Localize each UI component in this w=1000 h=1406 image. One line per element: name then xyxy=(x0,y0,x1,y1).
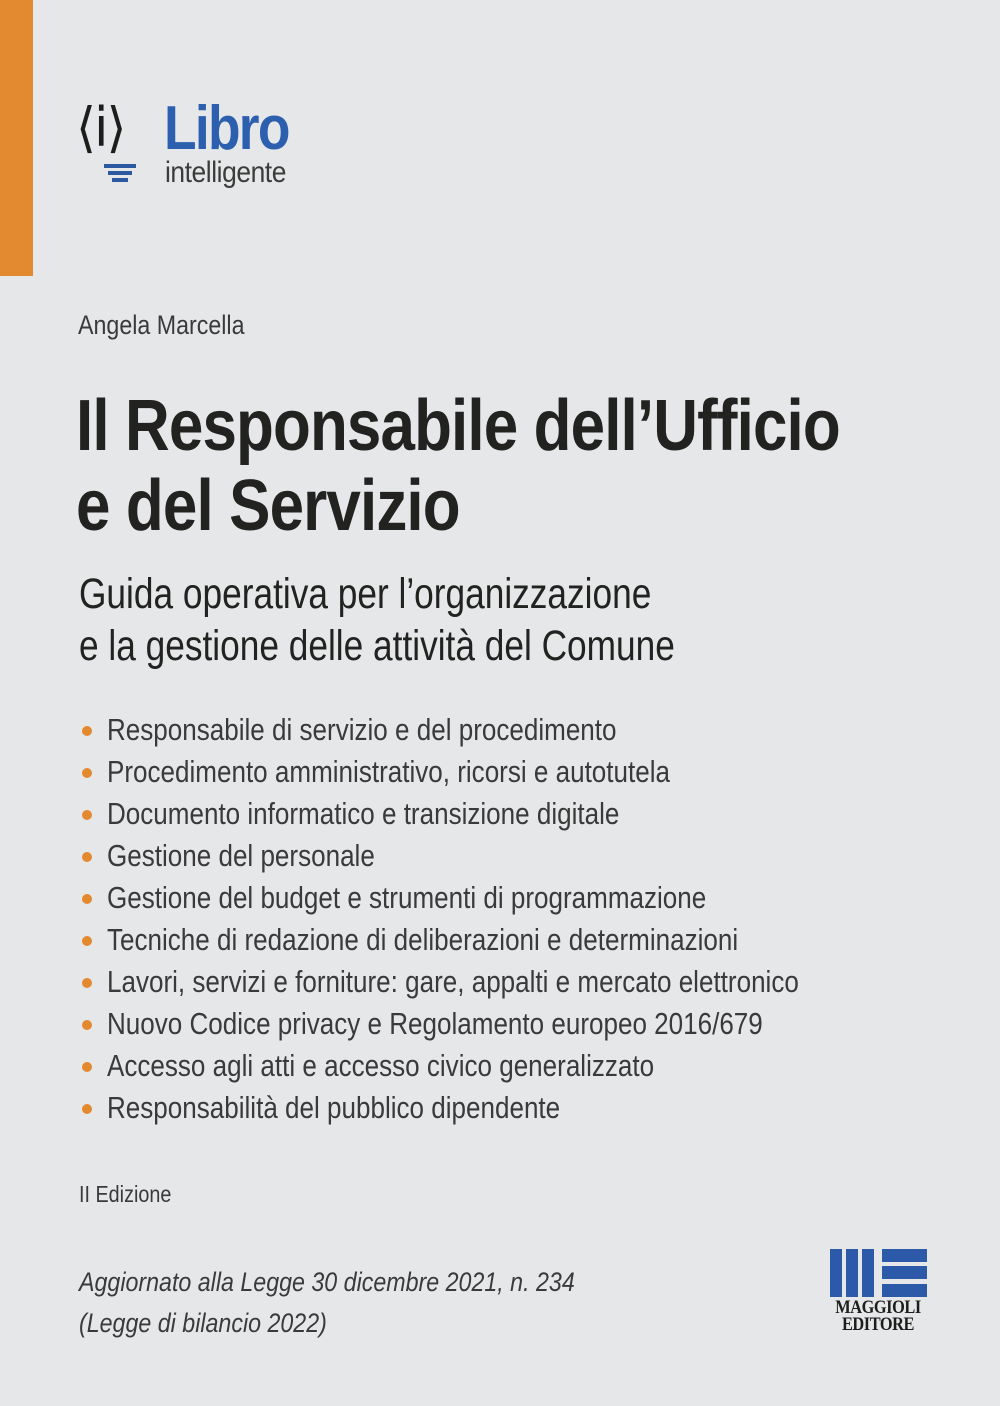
bullet-dot-icon xyxy=(82,810,92,820)
publisher-name: MAGGIOLI EDITORE xyxy=(835,1297,921,1335)
book-subtitle xyxy=(79,568,675,672)
ilibro-name: Libro xyxy=(164,94,289,163)
book-title-line-1: Il Responsabile dell’Ufficio xyxy=(76,386,840,466)
book-title-line-2: e del Servizio xyxy=(76,466,460,546)
bullet-dot-icon xyxy=(82,768,92,778)
lightbulb-lines-icon xyxy=(104,164,136,185)
edition-label: II Edizione xyxy=(79,1181,172,1207)
ilibro-logo xyxy=(76,94,316,198)
bullet-dot-icon xyxy=(82,936,92,946)
update-note-line-1: Aggiornato alla Legge 30 dicembre 2021, n. 234 xyxy=(79,1267,575,1297)
bullet-dot-icon xyxy=(82,1020,92,1030)
bullet-dot-icon xyxy=(82,1104,92,1114)
bullet-dot-icon xyxy=(82,1062,92,1072)
maggioli-mark-icon xyxy=(830,1249,927,1297)
update-note-line-2: (Legge di bilancio 2022) xyxy=(79,1308,327,1338)
book-title xyxy=(76,386,840,546)
bullet-dot-icon xyxy=(82,852,92,862)
ilibro-tagline: intelligente xyxy=(165,156,286,189)
orange-accent-bar xyxy=(0,0,33,276)
update-note xyxy=(79,1262,575,1344)
bullet-dot-icon xyxy=(82,726,92,736)
publisher-logo xyxy=(826,1249,930,1333)
ilibro-mark: ⟨i⟩ xyxy=(76,96,125,159)
book-subtitle-line-2: e la gestione delle attività del Comune xyxy=(79,622,675,670)
bullet-dot-icon xyxy=(82,894,92,904)
book-subtitle-line-1: Guida operativa per l’organizzazione xyxy=(79,570,652,618)
bullet-dot-icon xyxy=(82,978,92,988)
author-name: Angela Marcella xyxy=(78,310,245,340)
